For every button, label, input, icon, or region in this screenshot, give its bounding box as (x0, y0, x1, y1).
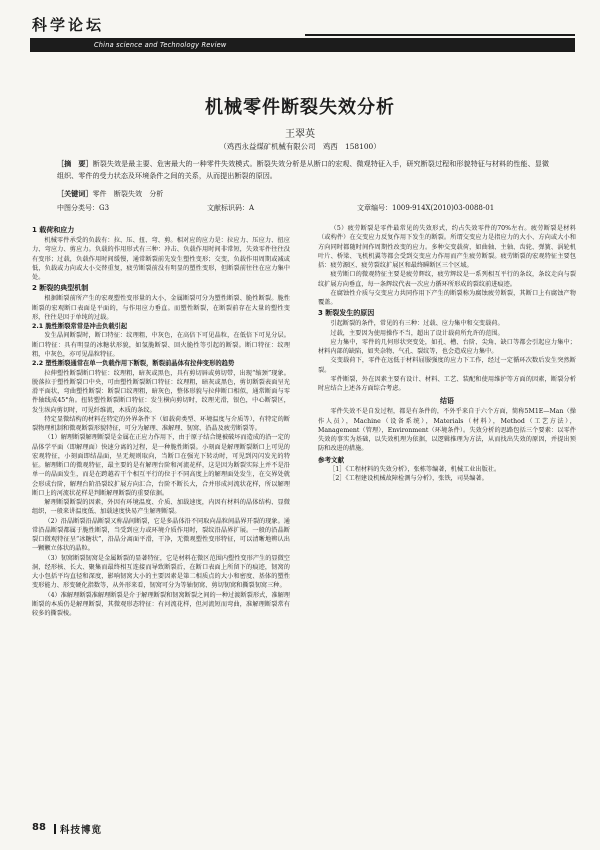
paragraph: 机械零件承受的负载有：拉、压、扭、弯、剪。相对应的应力是：拉应力、压应力、扭应力、弯应力、剪应力。负载的作用形式有三种：冲击、负载作用时间非常短，失效零件往往没有变形；过载，负载作用时间缓慢，通常断裂前先发生塑性变形；交变，负载作用周期或减或低，负载或力向或大小交替重复，疲劳断裂前没有明显的塑性变形，但断裂前往往在应力集中处。 (32, 237, 290, 281)
abstract (57, 158, 549, 181)
column-name: 科学论坛 (32, 16, 105, 34)
article-meta (57, 203, 549, 215)
subsection-heading: 2.1 脆性断裂常常是冲击负载引起 (32, 323, 128, 330)
paragraph: 交变载荷下，零件在远低于材料屈服强度的应力下工作，经过一定循环次数后发生突然断裂。 (318, 357, 576, 374)
abstract-text: 断裂失效是最主要、危害最大的一种零件失效模式。断裂失效分析是从断口的宏观、微观特征入手，研究断裂过程和形貌特征与材料的性能、显微组织、零件的受力状态及环境条件之间的关系，从而提出断裂的原因。 (57, 159, 549, 180)
paragraph: 根据断裂前所产生的宏观塑性变形量的大小，金属断裂可分为塑性断裂、脆性断裂。脆性断裂的宏观断口表面是平面的，与作用应力垂直。而塑性断裂，在断裂前存在大量的塑性变形，往往是因于单纯的过载。 (32, 295, 290, 321)
paragraph: 在腐蚀性介质与交变应力共同作用下产生的断裂称为腐蚀疲劳断裂，其断口上有腐蚀产物覆盖。 (318, 289, 576, 306)
paragraph: （1）解理断裂解理断裂是金属在正应力作用下，由于原子结合键被破坏而造成的沿一定的晶体学平面（即解理面）快速分离的过程，是一种脆性断裂。小刻面是解理断裂断口上可见的宏观特征，小刻面即结晶面，呈无规则取向，当断口在强光下转动时，可见到闪闪发光的特征。解理断口的微观特征，最主要的是有解理台阶和河流花样，这是因为断裂实际上并不是沿单一的晶面发生，而是在跨越若干个相互平行的位于不同高度上的解理面处发生，在交界处就会形成台阶，解理台阶沿裂纹扩展方向汇合，台阶不断长大，合并形成河流状花样，所以解理断口上的河流状花样是判断解理断裂的重要依据。 (32, 434, 290, 497)
document-code: 文献标识码：A (207, 204, 255, 212)
references-heading: 参考文献 (318, 455, 344, 464)
keywords (57, 189, 549, 199)
page-number: 88 (32, 822, 46, 833)
paragraph: 疲劳断口的微观特征主要是疲劳辉纹，疲劳辉纹是一系列相互平行的条纹，条纹走向与裂纹扩展方向垂直，每一条辉纹代表一次应力循环所形成的裂纹前进痕迹。 (318, 271, 576, 288)
article-title: 机械零件断裂失效分析 (205, 97, 395, 118)
section-heading: 1 载荷和应力 (32, 226, 75, 234)
subsection-heading: 2.2 塑性断裂通常在单一负载作用下断裂，断裂前晶体有拉伸变形的趋势 (32, 360, 235, 368)
paragraph: （5）疲劳断裂是零件最常见的失效形式，约占失效零件的70%左右。疲劳断裂是材料（或构件）在交变应力反复作用下发生的断裂。所谓交变应力是指应力的大小、方向或大小和方向同时都随时间作周期性改变的应力。多种交变载荷，如曲轴、主轴、齿轮、弹簧、涡轮机叶片、桥梁、飞机机翼等都会受到交变应力作用而产生疲劳断裂。疲劳断裂的宏观特征主要包括：疲劳源区、疲劳裂纹扩展区和最终瞬断区三个区域。 (318, 225, 576, 269)
keywords-tag: ［关键词］ (57, 189, 93, 198)
paragraph: 应力集中，零件的几何形状突变处，如孔、槽、台阶、尖角、缺口等都会引起应力集中；材料内部的缺陷，如夹杂物、气孔、裂纹等，也会造成应力集中。 (318, 338, 576, 355)
references (318, 456, 576, 484)
column-name-en: China science and Technology Review (94, 41, 227, 49)
paragraph: 引起断裂的条件，常见的有三种：过载、应力集中和交变载荷。 (330, 320, 504, 328)
section-heading: 3 断裂发生的原因 (318, 309, 375, 318)
author-affiliation: （鸡西永益煤矿机械有限公司 鸡西 158100） (219, 142, 381, 151)
keywords-text: 零件 断裂失效 分析 (92, 189, 164, 198)
paragraph: （4）准解理断裂准解理断裂是介于解理断裂和韧窝断裂之间的一种过渡断裂形式，准解理断裂的本质仍是解理断裂，其微观形态特征：有河流花样，但河流短而弯曲，准解理断裂常有较多的撕裂棱。 (32, 591, 290, 618)
section-heading: 2 断裂的典型机制 (32, 284, 89, 293)
reference-item: ［1］《工程材料的失效分析》，张栋等编著，机械工业出版社。 (329, 465, 501, 473)
paragraph: 零件断裂，外在因素主要有设计、材料、工艺、装配和使用维护等方面的因素，断裂分析时应结合上述各方面综合考虑。 (318, 375, 576, 392)
paragraph: 特定显微结构的材料在特定的外界条件下（如载荷类型、环境温度与介质等），有特定的断裂物理机制和微观断裂形貌特征，可分为解理、准解理、韧窝、沿晶及疲劳断裂等。 (32, 415, 290, 433)
paragraph: 过载，主要因为使用操作不当，超出了设计载荷所允许的范围。 (330, 329, 504, 337)
body-column-right (318, 224, 576, 483)
journal-name: 科技博览 (60, 825, 103, 836)
abstract-tag: ［摘 要］ (57, 159, 93, 168)
clc-number: 中图分类号：G3 (57, 204, 110, 212)
article-number: 文章编号：1009-914X(2010)03-0088-01 (357, 204, 495, 212)
footer-separator (54, 824, 56, 834)
conclusion-heading: 结语 (440, 397, 454, 406)
paragraph: （3）韧窝断裂韧窝是金属断裂的显著特征，它是材料在微区范围内塑性变形产生的显微空洞，经形核、长大、聚集而最终相互连接而导致断裂后，在断口表面上所留下的痕迹，韧窝的大小包括平均直径和深度，影响韧窝大小的主要因素是第二相质点的大小和密度、基体的塑性变形能力、形变硬化指数等，从外形来看，韧窝可分为等轴韧窝、剪切韧窝和撕裂韧窝三种。 (32, 554, 290, 590)
paragraph: （2）沿晶断裂沿晶断裂又称晶间断裂，它是多晶体沿不同取向晶粒间晶界开裂的现象。通常沿晶断裂都属于脆性断裂，当受到应力或环境介质作用时，裂纹沿晶界扩展。一般的沿晶断裂口微观特征呈“冰糖状”，沿晶分离面平滑，干净，无微观塑性变形特征，可以清晰地辨认出一颗颗立体状的晶粒。 (32, 517, 290, 553)
author-name: 王翠英 (285, 129, 315, 140)
paragraph: 发生晶间断裂时，断口特征：纹理粗，中灰色，在高倍下可见晶粒，在低倍下可见分层。断口特征：具有明显的冰糖状形貌，如氢脆断裂、回火脆性等引起的断裂。断口特征：纹理粗，中灰色，亦可见晶粒特征。 (32, 332, 290, 358)
paragraph: 解理断裂断裂的因素，外因有环境温度、介质、加载速度，内因有材料的晶体结构、显微组织，一般来讲温度低、加载速度快易产生解理断裂。 (32, 499, 290, 516)
journal-header (30, 14, 575, 66)
body-column-left (32, 224, 290, 618)
header-rule (305, 34, 575, 36)
page-footer (32, 822, 292, 836)
paragraph: 拉伸塑性断裂断口特征：纹理粗，暗灰或黑色，具有剪切唇或剪切带，出现“缩颈”现象。脱落拉于塑性断裂口中央，可由塑性断裂断口特征：纹理粗，暗灰或黑色，剪切断裂表面呈光滑平面状，弯曲塑性断裂：断裂口纹理粗，暗灰色，整体形貌与拉伸断口相似，通常断面与零件轴线成45°角。扭转塑性断裂断口特征：发生横向剪切时，纹理光滑，银色，中心断裂区，发生纵向剪切时，可见纤维流，木质的条纹。 (32, 369, 290, 414)
paragraph: 零件失效不是自发过程，都是有条件的，不外乎来自于六个方面，简称5M1E—Man（操作人员），Machine（设备系统），Materials（材料），Method（工艺方法），Management（管理），Environment（环境条件）。失效分析的思路包括三个要素：以零件失效的事实为基础，以失效机理为依据，以逻辑推理为方法，从而找出失效的原因，并提出预防和改进的措施。 (318, 408, 576, 453)
reference-item: ［2］《工程建设机械故障检测与分析》，张铁，司昊编著。 (329, 475, 488, 482)
